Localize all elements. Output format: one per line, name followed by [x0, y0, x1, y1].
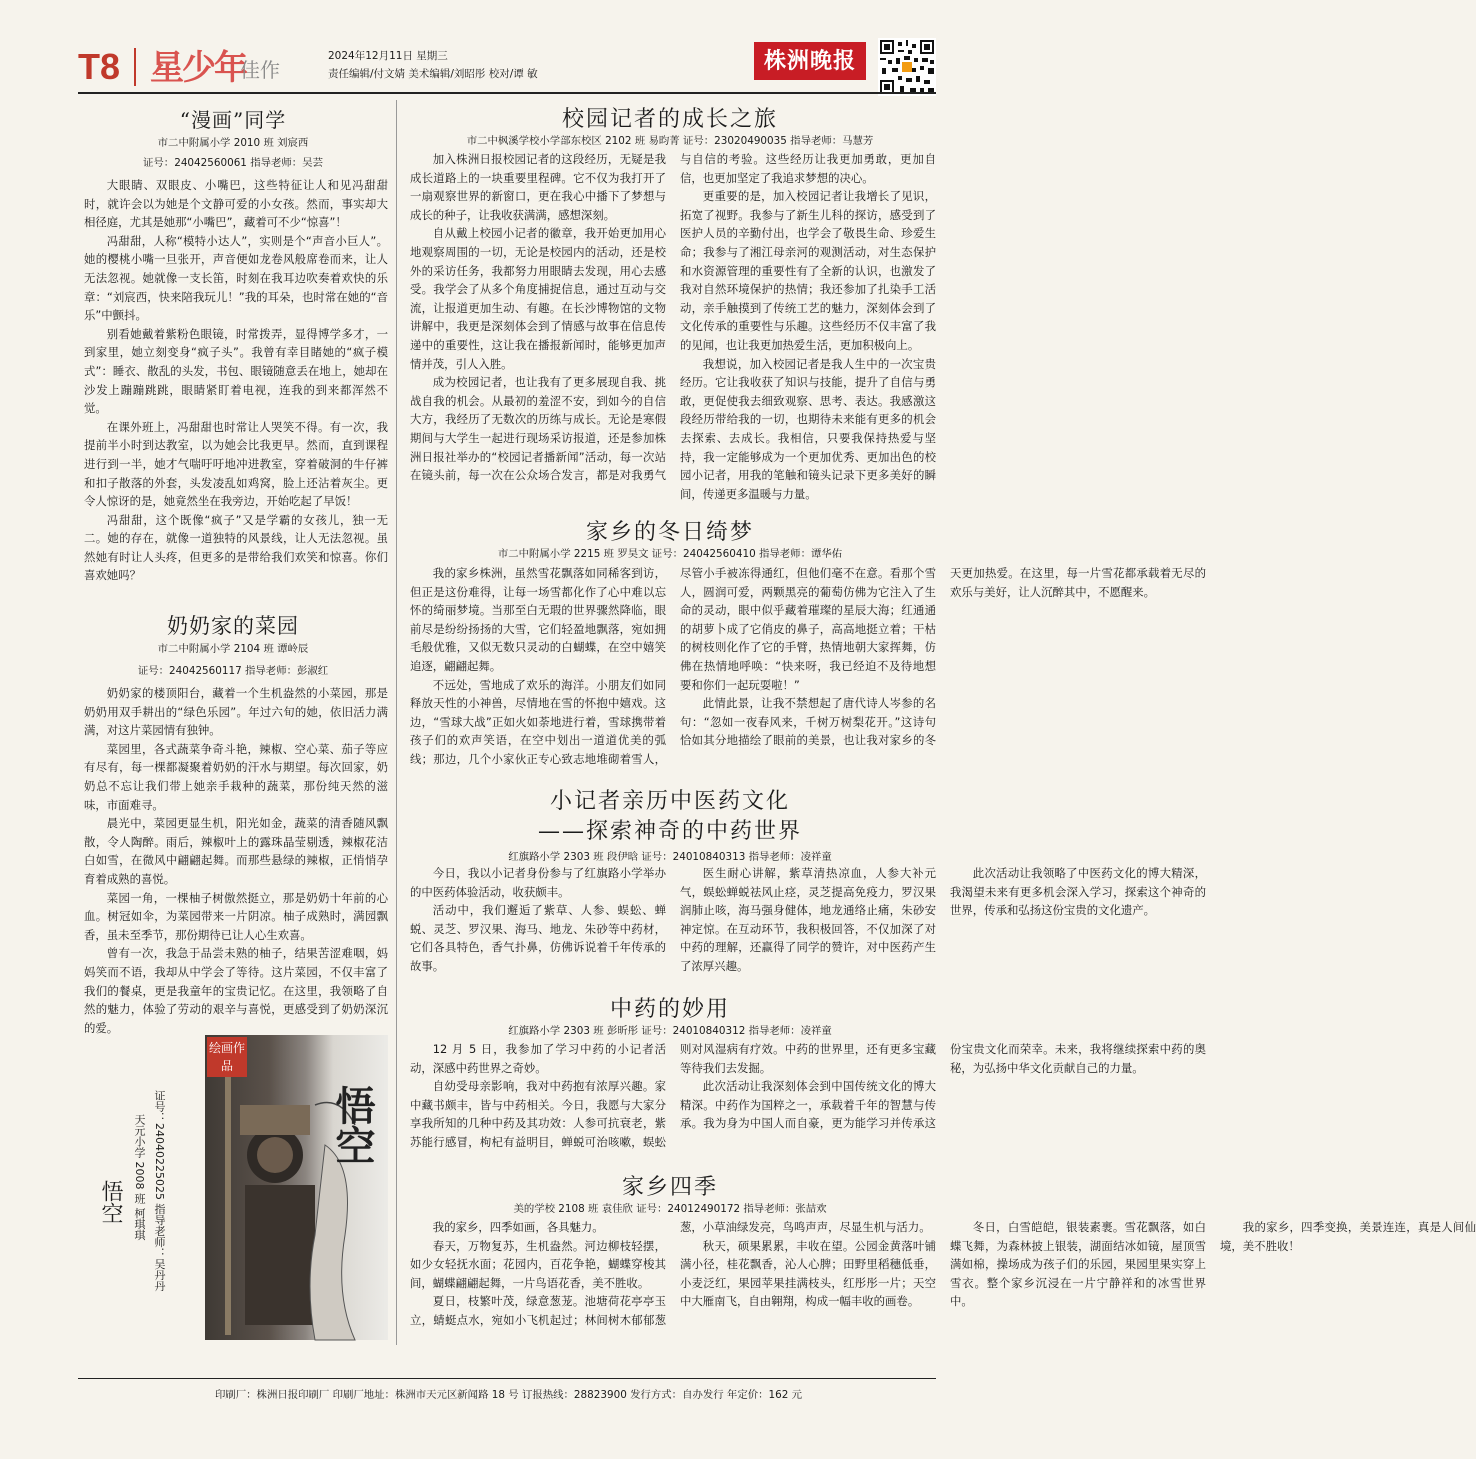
paragraph: 自幼受母亲影响，我对中药抱有浓厚兴趣。家中藏书颇丰，皆与中药相关。今日，我愿与大家分享我所知的几种中药及其功效：人参可抗衰老，紫苏能行感冒，枸杞有益明目，蝉蜕可治咳嗽，蜈蚣则对风湿病有疗效。中药的世界里，还有更多宝藏等待我们去发掘。: [410, 1042, 936, 1149]
article-title: 中药的妙用: [609, 997, 730, 1022]
paragraph: 春天，万物复苏，生机盎然。河边柳枝轻摆，如少女轻抚水面；花园内，百花争艳，蝴蝶穿梭其间，蝴蝶翩翩起舞，一片鸟语花香，美不胜收。: [410, 1238, 666, 1290]
paragraph: 我的家乡，四季如画，各具魅力。: [432, 1220, 604, 1234]
page-number: T8: [78, 46, 121, 87]
artwork-caption: [95, 1090, 180, 1290]
paragraph: 加入株洲日报校园记者的这段经历，无疑是我成长道路上的一块重要里程碑。它不仅为我打开了一扇观察世界的新窗口，更在我心中播下了梦想与成长的种子，让我收获满满，感想深刻。: [410, 152, 666, 222]
paragraph: 12 月 5 日，我参加了学习中药的小记者活动，深感中药世界之奇妙。: [410, 1042, 666, 1075]
article-body: [84, 176, 388, 594]
paragraph: 活动中，我们邂逅了紫草、人参、蜈蚣、蝉蜕、灵芝、罗汉果、海马、地龙、朱砂等中药材，它们各具特色，香气扑鼻，仿佛诉说着千年传承的故事。: [410, 903, 666, 973]
paragraph: 冯甜甜，这个既像“疯子”又是学霸的女孩儿，独一无二。她的存在，就像一道独特的风景线，让人无法忽视。虽然她有时让人头疼，但更多的是带给我们欢笑和惊喜。你们喜欢她吗？: [84, 512, 388, 583]
header-divider: [134, 48, 136, 86]
article-body: [410, 1040, 1206, 1166]
paragraph: 我的家乡，四季变换，美景连连，真是人间仙境，美不胜收！: [1220, 1220, 1476, 1253]
article-title: 小记者亲历中医药文化: [549, 789, 790, 814]
article-title: “漫画”同学: [179, 108, 287, 132]
paragraph: 曾有一次，我急于品尝未熟的柚子，结果苦涩难咽，妈妈笑而不语，我却从中学会了等待。这片菜园，不仅丰富了我们的餐桌，更是我童年的宝贵记忆。在这里，我领略了自然的魅力，体验了劳动的艰辛与喜悦，更感受到了奶奶深沉的爱。: [84, 946, 388, 1035]
article-certificate: 证号：24042560061 指导老师：吴芸: [143, 157, 323, 169]
issue-date: 2024年12月11日 星期三: [328, 50, 448, 62]
paragraph: 我的家乡株洲，虽然雪花飘落如同稀客到访，但正是这份难得，让每一场雪都化作了心中难以忘怀的绮丽梦境。当那至白无瑕的世界骤然降临，眼前尽是纷纷扬扬的大雪，它们轻盈地飘落，宛如拥毛般优雅，又似无数只灵动的白蝴蝶，在空中嬉笑追逐，翩翩起舞。: [410, 566, 666, 673]
paragraph: 别看她戴着紫粉色眼镜，时常拨弄，显得博学多才，一到家里，她立刻变身“疯子头”。我曾有幸目睹她的“疯子模式”：睡衣、散乱的头发，书包、眼镜随意丢在地上，她却在沙发上蹦蹦跳跳，眼睛紧盯着电视，连我的到来都浑然不觉。: [84, 326, 388, 416]
footer-rule: [78, 1378, 936, 1379]
article-title: 奶奶家的菜园: [167, 614, 299, 638]
header-rule: [78, 92, 936, 94]
article-body: [410, 864, 1206, 988]
paragraph: 此次活动让我领略了中医药文化的博大精深，我渴望未来有更多机会深入学习，探索这个神奇的世界，传承和弘扬这份宝贵的文化遗产。: [950, 866, 1206, 918]
section-logo: 星少年: [150, 48, 246, 88]
artwork-title: 悟空: [98, 1180, 123, 1224]
article-byline: 美的学校 2108 班 袁佳欣 证号：24012490172 指导老师：张喆欢: [513, 1203, 827, 1215]
paper-logo: 株洲晚报: [754, 42, 866, 80]
article-byline: 市二中枫溪学校小学部东校区 2102 班 易昀菁 证号：23020490035 指导老师：马慧芳: [466, 135, 874, 147]
paragraph: 不远处，雪地成了欢乐的海洋。小朋友们如同释放天性的小神兽，尽情地在雪的怀抱中嬉戏。这边，“雪球大战”正如火如荼地进行着，雪球携带着孩子们的欢声笑语，在空中划出一道道优美的弧线；那边，几个小家伙正专心致志地堆砌着雪人，尽管小手被冻得通红，但他们毫不在意。看那个雪人，圆润可爱，两颗黑亮的葡萄仿佛为它注入了生命的灵动，眼中似乎藏着璀璨的星辰大海；红通通的胡萝卜成了它俏皮的鼻子，高高地挺立着；干枯的树枝则化作了它的手臂，热情地朝大家挥舞，仿佛在热情地呼唤：“快来呀，我已经迫不及待地想要和你们一起玩耍啦！”: [410, 566, 936, 766]
paragraph: 菜园里，各式蔬菜争奇斗艳，辣椒、空心菜、茄子等应有尽有，每一棵都凝聚着奶奶的汗水与期望。每次回家，奶奶总不忘让我们带上她亲手栽种的蔬菜，那份纯天然的滋味，市面难寻。: [84, 741, 388, 812]
article-title: 校园记者的成长之旅: [561, 107, 778, 132]
paragraph: 此情此景，让我不禁想起了唐代诗人岑参的名句：“忽如一夜春风来，千树万树梨花开。”这诗句恰如其分地描绘了眼前的美景，也让我对家乡的冬天更加热爱。在这里，每一片雪花都承载着无尽的欢乐与美好，让人沉醉其中，不愿醒来。: [680, 566, 1206, 748]
paragraph: 我想说，加入校园记者是我人生中的一次宝贵经历。它让我收获了知识与技能，提升了自信与勇敢，更促使我去细致观察、思考、表达。我感激这段经历带给我的一切，也期待未来能有更多的机会去探索、去成长。我相信，只要我保持热爱与坚持，我一定能够成为一个更加优秀、更加出色的校园小记者，用我的笔触和镜头记录下更多美好的瞬间，传递更多温暖与力量。: [680, 356, 936, 501]
column-divider: [396, 100, 397, 1345]
article-body: [410, 1218, 1476, 1346]
paragraph: 自从戴上校园小记者的徽章，我开始更加用心地观察周围的一切，无论是校园内的活动，还是校外的采访任务，我都努力用眼睛去发现，用心去感受。我学会了从多个角度捕捉信息，通过互动与交流，让报道更加生动、有趣。在长沙博物馆的文物讲解中，我更是深刻体会到了情感与故事在信息传递中的重要性，这让我在播报新闻时，能够更加声情并茂，引人入胜。: [410, 226, 666, 371]
article-title: 家乡的冬日绮梦: [585, 520, 754, 545]
paragraph: 菜园一角，一棵柚子树傲然挺立，那是奶奶十年前的心血。树冠如伞，为菜园带来一片阴凉。柚子成熟时，满园飘香，虽未至季节，那份期待已让人心生欢喜。: [84, 890, 388, 942]
paragraph: 冬日，白雪皑皑，银装素裹。雪花飘落，如白蝶飞舞，为森林披上银装，湖面结冰如镜，屋顶雪满如棉，操场成为孩子们的乐园，果园里果实穿上雪衣。整个家乡沉浸在一片宁静祥和的冰雪世界中。: [950, 1220, 1206, 1309]
paragraph: 晨光中，菜园更显生机，阳光如金，蔬菜的清香随风飘散，令人陶醉。雨后，辣椒叶上的露珠晶莹剔透，辣椒花洁白如雪，在微风中翩翩起舞。而那些悬绿的辣椒，正悄悄孕育着成熟的喜悦。: [84, 816, 388, 886]
paragraph: 此次活动让我深刻体会到中国传统文化的博大精深。中药作为国粹之一，承载着千年的智慧与传承。我为身为中国人而自豪，更为能学习并传承这份宝贵文化而荣幸。未来，我将继续探索中药的奥秘，为弘扬中华文化贡献自己的力量。: [680, 1042, 1206, 1131]
artwork-painting: [205, 1035, 388, 1340]
article-byline: 红旗路小学 2303 班 彭昕彤 证号：24010840312 指导老师：凌祥童: [508, 1025, 832, 1037]
paragraph: 成为校园记者，也让我有了更多展现自我、挑战自我的机会。从最初的羞涩不安，到如今的自信大方，我经历了无数次的历练与成长。无论是寒假期间与大学生一起进行现场采访报道，还是参加株洲日报社举办的“校园记者播新闻”活动，每一次站在镜头前，每一次在公众场合发言，都是对我勇气与自信的考验。这些经历让我更加勇敢，更加自信，也更加坚定了我追求梦想的决心。: [410, 152, 936, 483]
article-title: 家乡四季: [621, 1175, 718, 1200]
article-certificate: 证号：24042560117 指导老师：彭淑红: [137, 665, 329, 677]
article-byline: 市二中附属小学 2215 班 罗昊文 证号：24042560410 指导老师：谭华佑: [497, 548, 843, 560]
artwork-badge: 绘画作品: [207, 1037, 247, 1077]
artwork-calligraphy: 悟空: [329, 1085, 376, 1165]
article-byline: 市二中附属小学 2010 班 刘宸西: [157, 137, 309, 149]
paragraph: 今日，我以小记者身份参与了红旗路小学举办的中医药体验活动，收获颇丰。: [410, 866, 666, 899]
paragraph: 夏日，枝繁叶茂，绿意葱茏。池塘荷花亭亭玉立，蜻蜓点水，宛如小飞机起过；林间树木郁郁葱葱，小草油绿发亮，鸟鸣声声，尽显生机与活力。: [410, 1220, 931, 1327]
artwork-certificate: 证号：24040225025 指导老师：吴丹丹: [153, 1090, 166, 1292]
qr-code-icon: [878, 38, 936, 96]
article-byline: 市二中附属小学 2104 班 谭岭辰: [157, 643, 309, 655]
paragraph: 更重要的是，加入校园记者让我增长了见识，拓宽了视野。我参与了新生儿科的探访，感受到了医护人员的辛勤付出，也学会了敬畏生命、珍爱生命；我参与了湘江母亲河的观测活动，对生态保护和水资源管理的重要性有了全新的认识，也激发了我对自然环境保护的热情；我还参加了扎染手工活动，亲手触摸到了传统工艺的魅力，深刻体会到了文化传承的重要性与乐趣。这些经历不仅丰富了我的见闻，也让我更加热爱生活，更加积极向上。: [680, 189, 936, 352]
article-body: [84, 684, 388, 1034]
paragraph: 秋天，硕果累累，丰收在望。公园金黄落叶铺满小径，桂花飘香，沁人心脾；田野里稻穗低垂，小麦泛红，果园苹果挂满枝头，红彤彤一片；天空中大雁南飞，自由翱翔，构成一幅丰收的画卷。: [680, 1238, 936, 1309]
article-byline: 红旗路小学 2303 班 段伊晗 证号：24010840313 指导老师：凌祥童: [508, 851, 832, 863]
paragraph: 在课外班上，冯甜甜也时常让人哭笑不得。有一次，我提前半小时到达教室，以为她会比我更早。然而，直到课程进行到一半，她才气喘吁吁地冲进教室，穿着破洞的牛仔裤和扣子散落的外套，头发凌乱如鸡窝，脸上还沾着灰尘。更令人惊讶的是，她竟然坐在我旁边，开始吃起了早饭！: [84, 419, 388, 509]
article-subtitle: ——探索神奇的中药世界: [537, 819, 802, 844]
paragraph: 冯甜甜，人称“模特小达人”，实则是个“声音小巨人”。她的樱桃小嘴一旦张开，声音便如龙卷风般席卷而来，让人无法忽视。她就像一支长笛，时刻在我耳边吹奏着欢快的乐章：“刘宸西，快来陪我玩儿！”我的耳朵，也时常在她的“音乐”中颤抖。: [84, 233, 388, 323]
paragraph: 大眼睛、双眼皮、小嘴巴，这些特征让人和见冯甜甜时，就许会以为她是个文静可爱的小女孩。然而，事实却大相径庭，尤其是她那“小嘴巴”，藏着可不少“惊喜”！: [84, 178, 388, 230]
article-body: [410, 150, 936, 514]
paragraph: 奶奶家的楼顶阳台，藏着一个生机盎然的小菜园，那是奶奶用双手耕出的“绿色乐园”。年过六旬的她，依旧活力满满，对这片菜园情有独钟。: [84, 686, 388, 738]
footer-info: 印刷厂：株洲日报印刷厂 印刷厂地址：株洲市天元区新闻路 18 号 订报热线：28823900 发行方式：自办发行 年定价：162 元: [215, 1389, 803, 1401]
section-name: 佳作: [240, 58, 280, 82]
article-body: [410, 564, 1206, 784]
editors-line: 责任编辑/付文婧 美术编辑/刘昭彤 校对/谭 敏: [328, 68, 538, 80]
paragraph: 医生耐心讲解，紫草清热凉血，人参大补元气，蜈蚣蝉蜕祛风止痉，灵芝提高免疫力，罗汉果润肺止咳，海马强身健体，地龙通络止痛，朱砂安神定惊。在互动环节，我积极回答，不仅加深了对中药的理解，还赢得了同学的赞许，对中医药产生了浓厚兴趣。: [680, 866, 936, 973]
artwork-school: 天元小学 2008 班 柯琪琪: [133, 1114, 146, 1241]
monkey-king-figure-icon: [205, 1035, 388, 1340]
